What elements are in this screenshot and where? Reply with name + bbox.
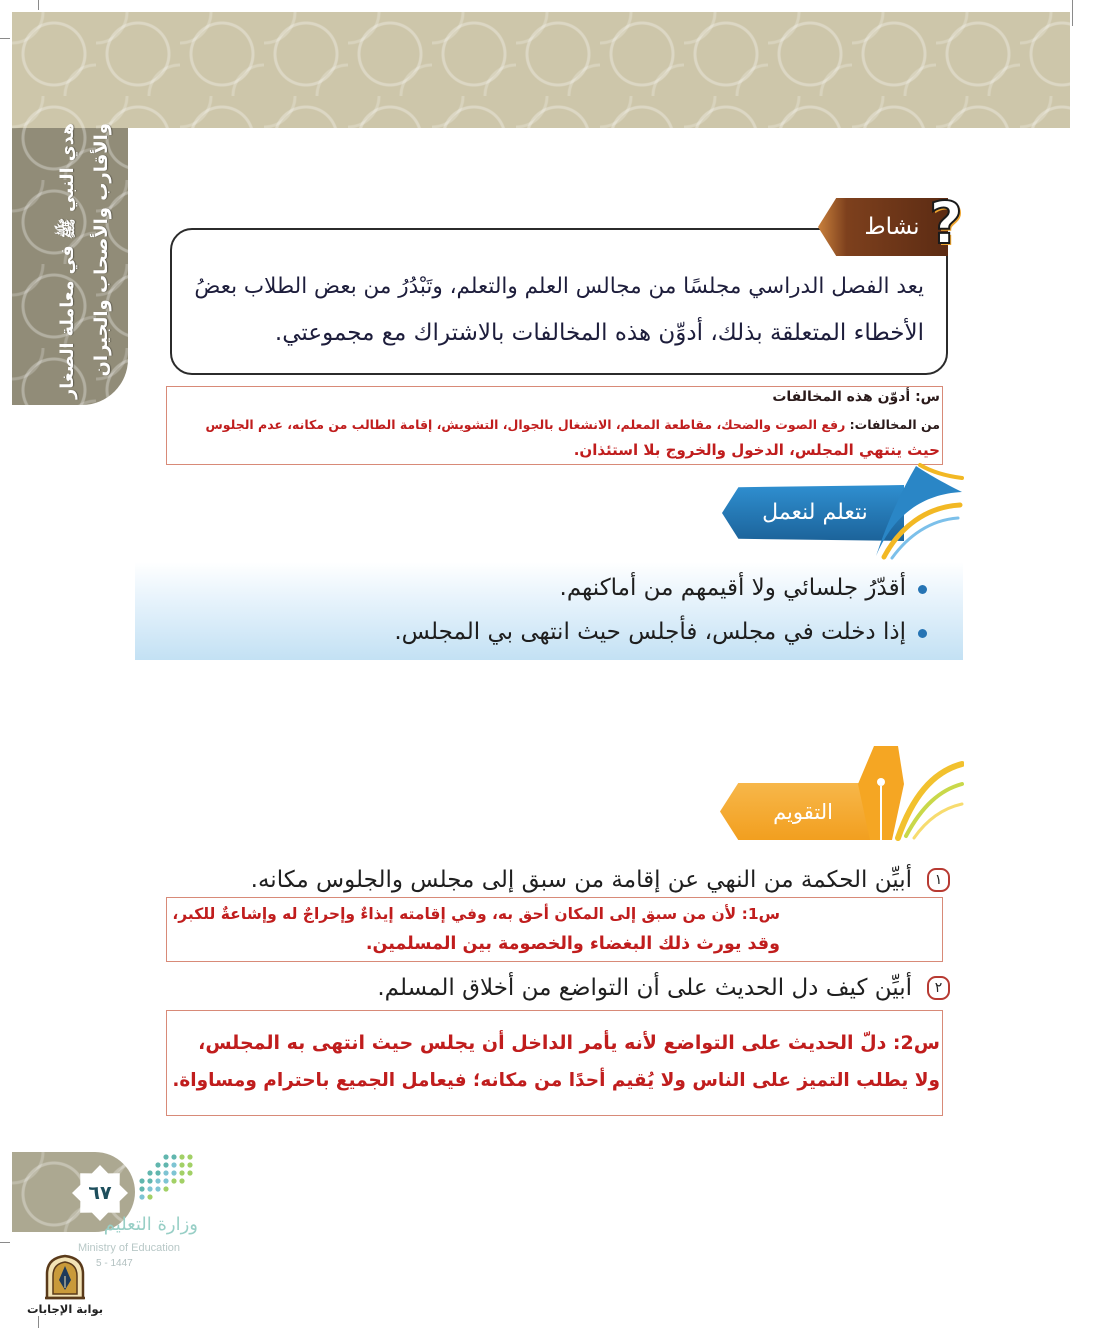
question-2-text: أبيِّن كيف دل الحديث على أن التواضع من أخلاق المسلم. [377, 975, 912, 1001]
ministry-name-english: Ministry of Education [77, 1242, 181, 1254]
question-number-badge: ١ [927, 868, 950, 892]
activity-answer-items: رفع الصوت والضحك، مقاطعة المعلم، الانشغال بالجوال، التشويش، إقامة الطالب من مكانه، عدم الجلوس [205, 417, 850, 432]
learn-to-act-bullet-2: إذا دخلت في مجلس، فأجلس حيث انتهى بي المجلس. [394, 619, 906, 645]
crop-mark [1072, 0, 1073, 26]
pen-nib-icon [852, 742, 964, 842]
activity-text-line-2: الأخطاء المتعلقة بذلك، أدوِّن هذه المخالفات بالاشتراك مع مجموعتي. [274, 320, 924, 346]
bullet-dot-icon [918, 585, 927, 594]
crop-mark [0, 38, 10, 39]
portal-name: بوابة الإجابات [26, 1302, 104, 1316]
academic-year: 5 - 1447 [96, 1258, 133, 1269]
activity-tab-label: نشاط [864, 214, 920, 240]
answer-2-line-2: ولا يطلب التميز على الناس ولا يُقيم أحدًا من مكانه؛ فيعامل الجميع باحترام ومساواة. [172, 1070, 940, 1091]
evaluation-tab-label: التقويم [773, 800, 833, 824]
answer-1-line-1: س1: لأن من سبق إلى المكان أحق به، وفي إقامته إيذاءٌ وإحراجٌ له وإشاعةٌ للكبر، [172, 905, 780, 923]
chapter-title-line-2: والأقارب والأصحاب والجيران [91, 123, 112, 377]
question-mark-icon: ? [929, 189, 963, 257]
bullet-dot-icon [918, 629, 927, 638]
chapter-title-line-1: هدي النبي ﷺ في معاملة الصغار [58, 123, 78, 399]
activity-answer-lead: من المخالفات: [849, 417, 940, 432]
swoosh-decoration-icon [870, 460, 964, 560]
answer-2-line-1: س2: دلّ الحديث على التواضع لأنه يأمر الداخل أن يجلس حيث انتهى به المجلس، [198, 1032, 940, 1054]
ministry-name-arabic: وزارة التعليم [103, 1214, 198, 1235]
chapter-title [52, 123, 118, 403]
question-1-text: أبيِّن الحكمة من النهي عن إقامة من سبق إلى مجلس والجلوس مكانه. [250, 867, 912, 893]
page-number: ٦٧ [88, 1182, 112, 1204]
activity-text-line-1: يعد الفصل الدراسي مجلسًا من مجالس العلم والتعلم، وتَبْدُرُ من بعض الطلاب بعضُ [194, 274, 924, 299]
ministry-dots-logo-icon [132, 1152, 198, 1202]
activity-answer-line-1 [196, 412, 940, 437]
crop-mark [0, 1242, 10, 1243]
header-banner [12, 12, 1070, 128]
question-number-badge: ٢ [927, 976, 950, 1000]
gate-pen-logo-icon [43, 1254, 87, 1300]
learn-to-act-tab-label: نتعلم لنعمل [762, 500, 868, 525]
activity-answer-question: س: أدوّن هذه المخالفات [772, 389, 940, 405]
answer-1-line-2: وقد يورث ذلك البغضاء والخصومة بين المسلمين. [365, 934, 780, 954]
learn-to-act-bullet-1: أقدّرُ جلسائي ولا أقيمهم من أماكنهم. [559, 575, 906, 601]
activity-answer-line-2: حيث ينتهي المجلس، الدخول والخروج بلا استئذان. [573, 441, 940, 459]
crop-mark [38, 0, 39, 10]
